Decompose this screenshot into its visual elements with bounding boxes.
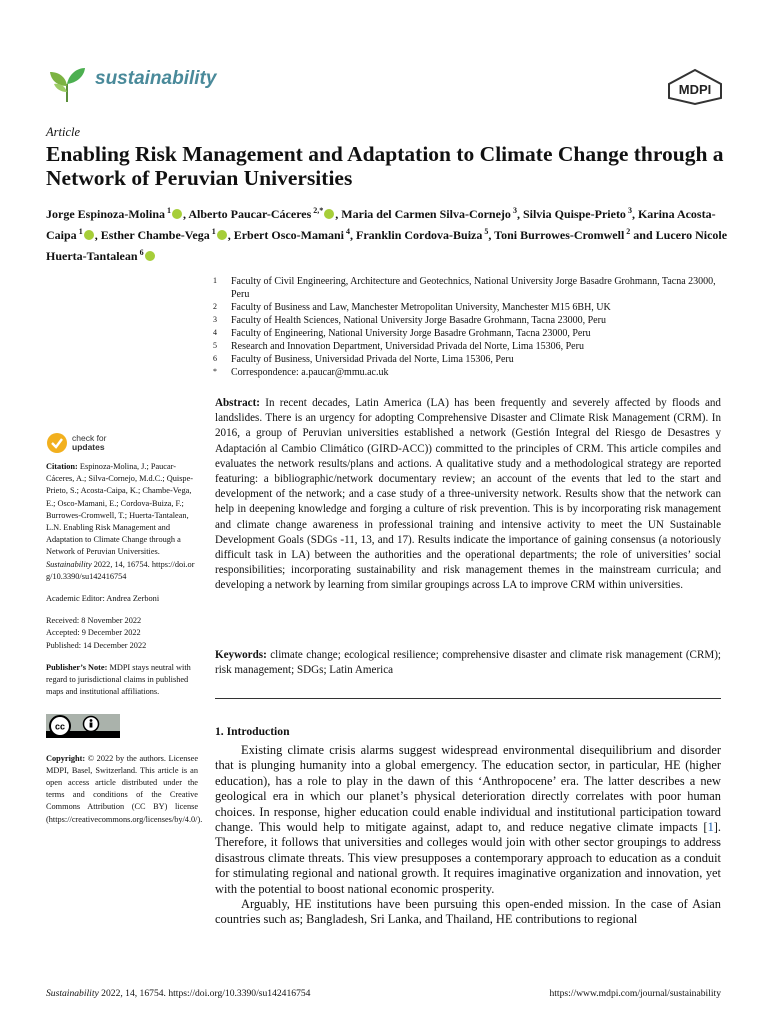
keywords — [215, 648, 721, 678]
author-separator: , — [516, 207, 523, 221]
author-name: Esther Chambe-Vega — [100, 228, 210, 242]
intro-p1-part-a: Existing climate crisis alarms suggest widespread environmental disequilibrium and disorder that is plunging humanity into a global emergency. The education sector, in particular, HE (higher education), has a role to play in the dawn of this ‘Anthropocene’ era. The latter describes a new geological era in which our planet’s physical deterioration directly correlates with poor human choices. In response, higher education could enable individual and institutional participation toward change. This would help to mitigate against, adapt to, and reduce negative climate impacts [ — [215, 743, 721, 835]
check-updates-line2: updates — [72, 442, 105, 452]
journal-logo-icon — [47, 62, 87, 104]
affiliation-text: Research and Innovation Department, Universidad Privada del Norte, Lima 15306, Peru — [231, 341, 584, 352]
author-separator: , — [183, 207, 189, 221]
intro-paragraph-2: Arguably, HE institutions have been pursuing this open-ended mission. In the case of Asian countries such as; Bangladesh, Sri Lanka, and Thailand, HE contributions to regional — [215, 897, 721, 927]
author-separator: , — [488, 228, 495, 242]
affiliation-text: Faculty of Engineering, National University Jorge Basadre Grohmann, Tacna 23000, Peru — [231, 328, 591, 339]
section-divider — [215, 698, 721, 699]
author-name: Alberto Paucar-Cáceres — [188, 207, 312, 221]
affiliation-item — [213, 301, 733, 314]
orcid-icon[interactable] — [172, 209, 182, 219]
orcid-icon[interactable] — [145, 251, 155, 261]
orcid-icon[interactable] — [324, 209, 334, 219]
article-type: Article — [46, 125, 81, 139]
affiliation-item — [213, 327, 733, 340]
received-date: Received: 8 November 2022 — [46, 616, 142, 626]
accepted-date: Accepted: 9 December 2022 — [46, 628, 141, 638]
affiliation-item — [213, 314, 733, 327]
author-affiliation-sup: 2,* — [313, 206, 324, 215]
affiliation-text: Faculty of Business and Law, Manchester Metropolitan University, Manchester M15 6BH, UK — [231, 302, 611, 313]
author-affiliation-sup: 3 — [512, 206, 517, 215]
check-updates-icon — [46, 432, 68, 454]
publisher-note-label: Publisher’s Note: — [46, 662, 108, 672]
journal-name: sustainability — [95, 68, 217, 89]
keywords-label: Keywords: — [215, 649, 267, 661]
check-updates-line1: check for — [72, 433, 107, 443]
author-separator: and — [630, 228, 656, 242]
check-for-updates-button[interactable] — [46, 430, 156, 456]
citation-journal: Sustainability — [46, 559, 92, 569]
publisher-note — [46, 662, 198, 699]
citation-doi-link[interactable]: https://doi.org/10.3390/su142416754 — [46, 559, 195, 581]
citation-year-vol: 2022, 14, 16754. — [93, 559, 150, 569]
author-name: Toni Burrowes-Cromwell — [494, 228, 625, 242]
article-title: Enabling Risk Management and Adaptation to Climate Change through a Network of Peruvian Universities — [46, 142, 724, 190]
author-separator: , — [335, 207, 342, 221]
reference-link-1[interactable]: 1 — [707, 820, 714, 835]
affiliation-text[interactable]: Correspondence: a.paucar@mmu.ac.uk — [231, 367, 389, 378]
orcid-icon[interactable] — [217, 230, 227, 240]
footer-citation — [46, 988, 310, 999]
affiliation-number: 1 — [213, 276, 217, 285]
author-affiliation-sup: 1 — [211, 227, 216, 236]
affiliation-number: 6 — [213, 354, 217, 363]
publisher-note-text: MDPI stays neutral with regard to jurisdictional claims in published maps and institutional affiliations. — [46, 662, 191, 697]
affiliation-item — [213, 353, 733, 366]
affiliations-list — [213, 275, 733, 379]
intro-p1-part-b: ]. Therefore, it follows that universities and colleges would join with other sector groupings to address disastrous climate threats. This view presupposes a contemporary approach to education as a conduit for stimulating regional and national growth. It requires imaginative organization and innovation, yet with the potential to boost national economic prosperity. — [215, 820, 721, 896]
copyright-block — [46, 753, 203, 826]
affiliation-text: Faculty of Health Sciences, National University Jorge Basadre Grohmann, Tacna 23000, Peru — [231, 315, 606, 326]
mdpi-logo-icon — [665, 68, 725, 106]
affiliation-item — [213, 340, 733, 353]
footer-citation-text: 2022, 14, 16754. https://doi.org/10.3390/su142416754 — [101, 988, 311, 999]
author-separator: , — [94, 228, 101, 242]
author-name: Maria del Carmen Silva-Cornejo — [341, 207, 511, 221]
affiliation-number: 2 — [213, 302, 217, 311]
author-list — [46, 202, 736, 265]
citation-label: Citation: — [46, 462, 78, 471]
sidebar-info — [46, 461, 203, 836]
affiliation-number: 4 — [213, 328, 217, 337]
cc-by-license-icon[interactable] — [46, 714, 120, 738]
introduction-body — [215, 743, 721, 928]
intro-paragraph-1 — [215, 743, 721, 897]
affiliation-number: 5 — [213, 341, 217, 350]
svg-text:cc: cc — [54, 721, 66, 732]
author-name: Karina Acosta-Caipa — [46, 207, 716, 242]
footer-journal: Sustainability — [46, 988, 99, 999]
affiliation-number: * — [213, 367, 217, 376]
affiliation-item — [213, 275, 733, 301]
academic-editor: Academic Editor: Andrea Zerboni — [46, 594, 160, 604]
section-heading-introduction: 1. Introduction — [215, 725, 290, 738]
copyright-text: © 2022 by the authors. Licensee MDPI, Basel, Switzerland. This article is an open access article distributed under the terms and conditions of the Creative Commons Attribution (CC BY) license (https://creativecommons.org/licenses/by/4.0/). — [46, 753, 203, 824]
published-date: Published: 14 December 2022 — [46, 640, 147, 650]
abstract-label: Abstract: — [215, 397, 260, 409]
author-affiliation-sup: 1 — [167, 206, 171, 215]
keywords-text: climate change; ecological resilience; comprehensive disaster and climate risk management (CRM); risk management; SDGs; Latin America — [215, 649, 721, 677]
affiliation-item — [213, 366, 733, 379]
author-affiliation-sup: 3 — [627, 206, 632, 215]
affiliation-text: Faculty of Civil Engineering, Architecture and Geotechnics, National University Jorge Basadre Grohmann, Tacna 23000, Peru — [231, 276, 716, 300]
author-separator: , — [631, 207, 638, 221]
author-affiliation-sup: 6 — [139, 248, 144, 257]
author-separator: , — [227, 228, 234, 242]
affiliation-number: 3 — [213, 315, 217, 324]
affiliation-text: Faculty of Business, Universidad Privada del Norte, Lima 15306, Peru — [231, 354, 514, 365]
author-affiliation-sup: 1 — [78, 227, 83, 236]
copyright-label: Copyright: — [46, 753, 86, 763]
author-affiliation-sup: 4 — [346, 227, 351, 236]
author-name: Silvia Quispe-Prieto — [522, 207, 626, 221]
abstract-text: In recent decades, Latin America (LA) has been frequently and severely affected by floods and landslides. There is an urgency for adopting Comprehensive Disaster and Climate Risk Management (CRM). In 2016, a group of Peruvian universities established a network (Gestión Integral del Riesgo de Desastres y Adaptación al Cambio Climático (GIRD-ACC)) committed to the principles of CRM. This article compiles and evaluates the network results/plans and actions. A qualitative study and a methodological strategy are reported featuring: a bibliographic/network documentary review; an account of the events that led to the start and development of the network; and a case study of a three-university network. Results show that the network can help in deepening knowledge and forging a culture of risk prevention. This is by incorporating risk management and climate change awareness in professional training and intensive activity to meet the UN Sustainable Development Goals (SDGs -11, 13, and 17). Results indicate the importance of gaining consensus (a notoriously difficult task in LA) between the authorities and the operational departments; the role of universities’ social responsibilities; incorporating sustainability and risk management themes in the mainstream curricula; and developing a network by learning from similar groupings across LA to improve CRM within universities. — [215, 397, 721, 592]
author-name: Lucero Nicole Huerta-Tantalean — [46, 228, 728, 263]
author-name: Jorge Espinoza-Molina — [46, 207, 165, 221]
footer-journal-url[interactable]: https://www.mdpi.com/journal/sustainability — [549, 988, 721, 999]
orcid-icon[interactable] — [84, 230, 94, 240]
author-affiliation-sup: 5 — [484, 227, 489, 236]
citation-text: Espinoza-Molina, J.; Paucar-Cáceres, A.; Silva-Cornejo, M.d.C.; Quispe-Prieto, S.; Acosta-Caipa, K.; Chambe-Vega, E.; Osco-Mamani, E.; Cordova-Buiza, F.; Burrowes-Cromwell, T.; Huerta-Tantalean, L.N. Enabling Risk Management and Adaptation to Climate Change through a Network of Peruvian Universities. — [46, 462, 194, 557]
abstract — [215, 396, 721, 594]
publisher-name: MDPI — [678, 82, 712, 97]
citation-block — [46, 461, 198, 583]
author-name: Erbert Osco-Mamani — [233, 228, 345, 242]
author-name: Franklin Cordova-Buiza — [356, 228, 483, 242]
author-separator: , — [350, 228, 357, 242]
author-affiliation-sup: 2 — [626, 227, 631, 236]
